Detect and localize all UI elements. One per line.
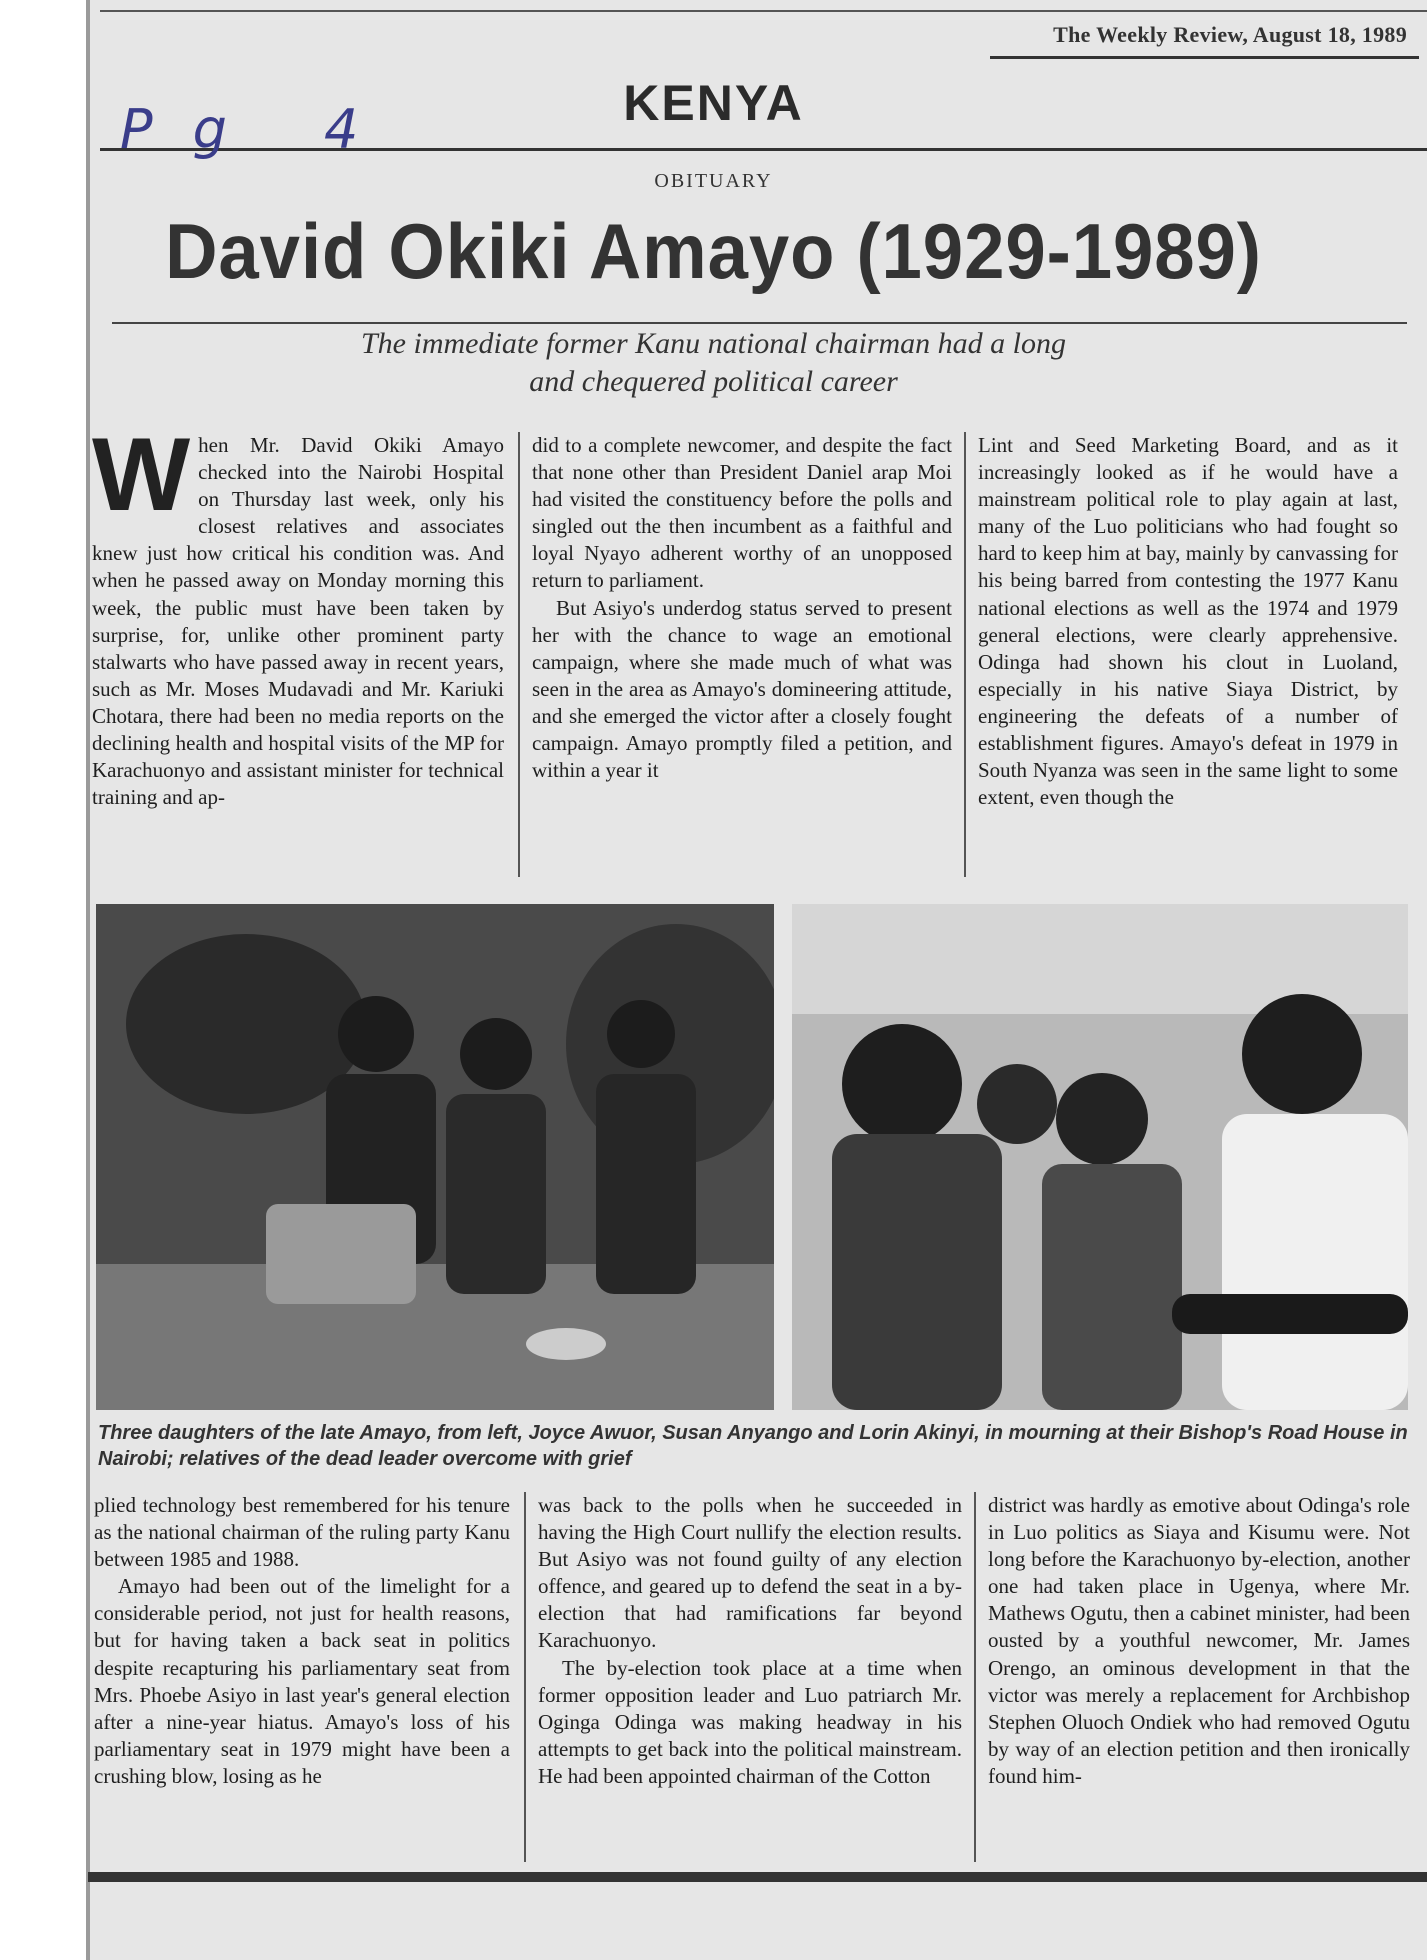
kicker: OBITUARY [654, 170, 773, 192]
column-2-paragraph: did to a complete newcomer, and despite the fact that none other than President Daniel arap Moi had visited the constituency before the polls and singled out the then incumbent as a faithful and loyal Nyayo adherent worthy of an unopposed return to parliament. [532, 433, 952, 593]
photo-relatives-image [792, 904, 1408, 1410]
section-label: KENYA [623, 75, 804, 131]
deck [0, 325, 1427, 401]
deck-line-2: and chequered political career [529, 365, 898, 398]
photo-caption: Three daughters of the late Amayo, from left, Joyce Awuor, Susan Anyango and Lorin Akinyi, in mourning at their Bishop's Road House in Nairobi; relatives of the dead leader overcome with grief [98, 1422, 1408, 1470]
column-6-text: district was hardly as emotive about Odinga's role in Luo politics as Siaya and Kisumu were. Not long before the Karachuonyo by-election, another one had taken place in Ugenya, where Mr. Mathews Ogutu, then a cabinet minister, had been ousted by a youthful newcomer, Mr. James Orengo, an ominous development in that the victor was merely a replacement for Archbishop Stephen Oluoch Ondiek who had removed Ogutu by way of an election petition and then ironically found him- [988, 1493, 1410, 1788]
column-4-paragraph: Amayo had been out of the limelight for a considerable period, not just for health reasons, but for having taken a back seat in politics despite recapturing his parliamentary seat from Mrs. Phoebe Asiyo in last year's general election after a nine-year hiatus. Amayo's loss of his parliamentary seat in 1979 might have been a crushing blow, losing as he [94, 1574, 510, 1788]
column-rule [524, 1492, 526, 1862]
column-5-paragraph: The by-election took place at a time when former opposition leader and Luo patriarch Mr. Oginga Odinga was making headway in his attempts to get back into the political mainstream. He had been appointed chairman of the Cotton [538, 1655, 962, 1788]
headline: David Okiki Amayo (1929-1989) [165, 207, 1262, 295]
headline-rule [112, 322, 1407, 324]
column-2-paragraph: But Asiyo's underdog status served to present her with the chance to wage an emotional campaign, where she made much of what was seen in the area as Amayo's domineering attitude, and she emerged the victor after a closely fought campaign. Amayo promptly filed a petition, and within a year it [532, 595, 952, 783]
article-column-5 [538, 1492, 962, 1862]
column-rule [964, 432, 966, 877]
column-rule [518, 432, 520, 877]
photo-daughters [96, 904, 774, 1410]
photo-relatives [792, 904, 1408, 1410]
deck-line-1: The immediate former Kanu national chairman had a long [361, 327, 1066, 360]
article-column-1 [92, 432, 504, 884]
column-1-text: hen Mr. David Okiki Amayo checked into the Nairobi Hospital on Thursday last week, only his closest relatives and associates knew just how critical his condition was. And when he passed away on Monday morning this week, the public must have been taken by surprise, for, unlike other prominent party stalwarts who have passed away in recent years, such as Mr. Moses Mudavadi and Mr. Kariuki Chotara, there had been no media reports on the declining health and hospital visits of the MP for Karachuonyo and assistant minister for technical training and ap- [92, 433, 504, 810]
column-rule [974, 1492, 976, 1862]
top-rule [100, 10, 1427, 12]
article-column-3 [978, 432, 1398, 884]
bottom-rule [88, 1872, 1427, 1882]
column-5-paragraph: was back to the polls when he succeeded in having the High Court nullify the election results. But Asiyo was not found guilty of any election offence, and geared up to defend the seat in a by-election that had ramifications far beyond Karachuonyo. [538, 1493, 962, 1653]
masthead-rule [990, 56, 1419, 59]
photo-daughters-image [96, 904, 774, 1410]
article-column-2 [532, 432, 952, 884]
masthead: The Weekly Review, August 18, 1989 [1053, 22, 1407, 47]
column-3-text: Lint and Seed Marketing Board, and as it increasingly looked as if he would have a mainstream political role to play again at last, many of the Luo politicians who had fought so hard to keep him at bay, mainly by canvassing for his being barred from contesting the 1977 Kanu national elections as well as the 1974 and 1979 general elections, were clearly apprehensive. Odinga had shown his clout in Luoland, especially in his native Siaya District, by engineering the defeats of a number of establishment figures. Amayo's defeat in 1979 in South Nyanza was seen in the same light to some extent, even though the [978, 433, 1398, 810]
handwritten-page-note: Pg 4 [120, 98, 399, 161]
article-column-4 [94, 1492, 510, 1862]
column-4-paragraph: plied technology best remembered for his tenure as the national chairman of the ruling party Kanu between 1985 and 1988. [94, 1493, 510, 1572]
drop-cap: W [92, 432, 191, 533]
article-column-6 [988, 1492, 1410, 1862]
